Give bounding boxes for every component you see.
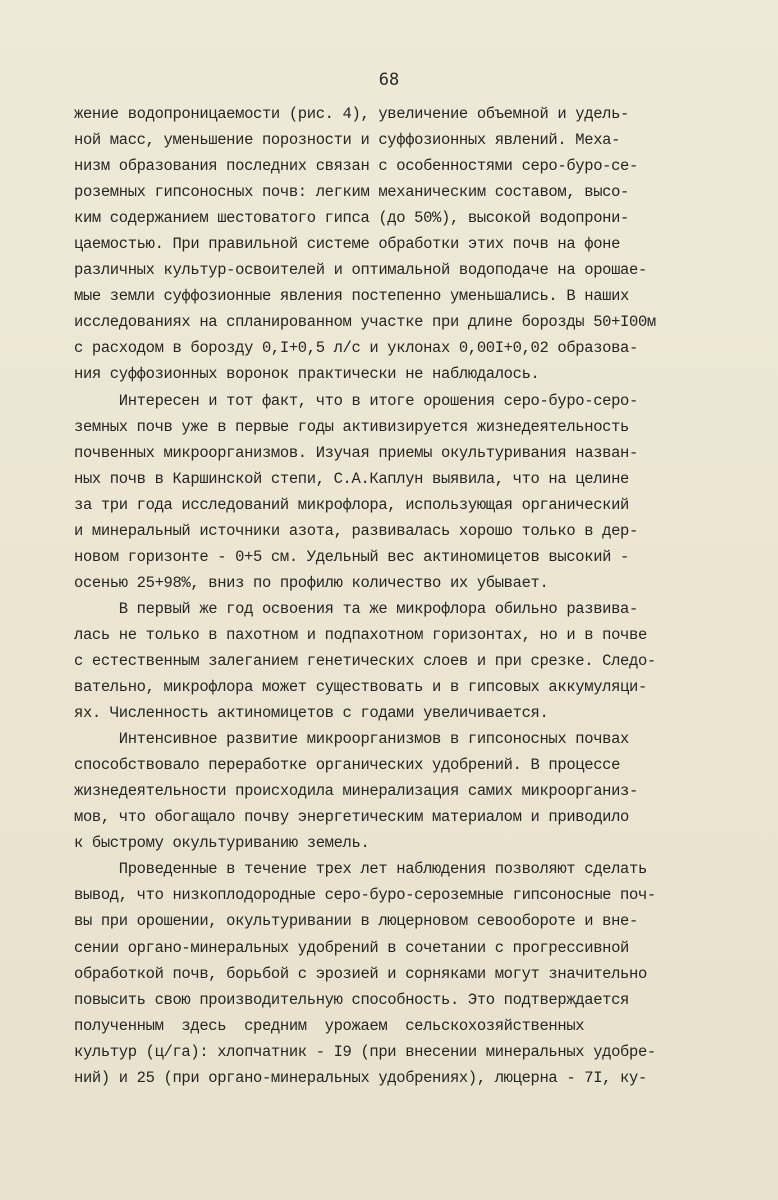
text-line: новом горизонте - 0+5 см. Удельный вес актиномицетов высокий - [74,547,629,566]
text-line: лась не только в пахотном и подпахотном горизонтах, но и в почве [74,625,647,644]
text-line: осенью 25+98%, вниз по профилю количество их убывает. [74,573,549,592]
text-line: ных почв в Каршинской степи, С.А.Каплун выявила, что на целине [74,469,629,488]
text-line: ний) и 25 (при органо-минеральных удобрениях), люцерна - 7I, ку- [74,1068,647,1087]
text-line: роземных гипсоносных почв: легким механическим составом, высо- [74,183,629,202]
body-text [74,101,744,1091]
text-line: исследованиях на спланированном участке при длине борозды 50+I00м [74,313,656,332]
text-line: сении органо-минеральных удобрений в сочетании с прогрессивной [74,938,629,957]
text-line: вательно, микрофлора может существовать и в гипсовых аккумуляци- [74,678,647,697]
text-line: В первый же год освоения та же микрофлора обильно развива- [74,599,638,618]
text-line: низм образования последних связан с особенностями серо-буро-се- [74,157,638,176]
text-line: мов, что обогащало почву энергетическим материалом и приводило [74,808,629,827]
text-line: ной масс, уменьшение порозности и суффозионных явлений. Меха- [74,131,621,150]
text-line: и минеральный источники азота, развивалась хорошо только в дер- [74,521,638,540]
text-line: культур (ц/га): хлопчатник - I9 (при внесении минеральных удобре- [74,1042,656,1061]
text-line: вы при орошении, окультуривании в люцерновом севообороте и вне- [74,912,638,931]
text-line: повысить свою производительную способность. Это подтверждается [74,990,629,1009]
text-line: с естественным залеганием генетических слоев и при срезке. Следо- [74,651,656,670]
text-line: мые земли суффозионные явления постепенно уменьшались. В наших [74,287,629,306]
text-line: цаемостью. При правильной системе обработки этих почв на фоне [74,235,621,254]
text-line: почвенных микроорганизмов. Изучая приемы окультуривания назван- [74,443,638,462]
text-line: жение водопроницаемости (рис. 4), увеличение объемной и удель- [74,105,629,123]
text-line: ях. Численность актиномицетов с годами увеличивается. [74,704,549,723]
text-line: полученным здесь средним урожаем сельскохозяйственных [74,1016,585,1035]
page-number: 68 [378,70,400,90]
text-line: различных культур-освоителей и оптимальной водоподаче на орошае- [74,261,647,280]
text-line: ким содержанием шестоватого гипса (до 50%), высокой водопрони- [74,209,629,228]
text-line: жизнедеятельности происходила минерализация самих микроорганиз- [74,782,638,801]
text-line: к быстрому окультуриванию земель. [74,834,370,853]
text-line: Проведенные в течение трех лет наблюдения позволяют сделать [74,860,647,879]
text-line: ния суффозионных воронок практически не наблюдалось. [74,365,540,384]
text-line: земных почв уже в первые годы активизируется жизнедеятельность [74,417,629,436]
text-line: обработкой почв, борьбой с эрозией и сорняками могут значительно [74,964,647,983]
text-line: с расходом в борозду 0,I+0,5 л/с и уклонах 0,00I+0,02 образова- [74,339,638,358]
text-line: за три года исследований микрофлора, использующая органический [74,495,629,514]
text-line: Интересен и тот факт, что в итоге орошения серо-буро-серо- [74,391,638,410]
text-line: Интенсивное развитие микроорганизмов в гипсоносных почвах [74,730,629,749]
text-line: вывод, что низкоплодородные серо-буро-сероземные гипсоносные поч- [74,886,656,905]
text-line: способствовало переработке органических удобрений. В процессе [74,756,621,775]
